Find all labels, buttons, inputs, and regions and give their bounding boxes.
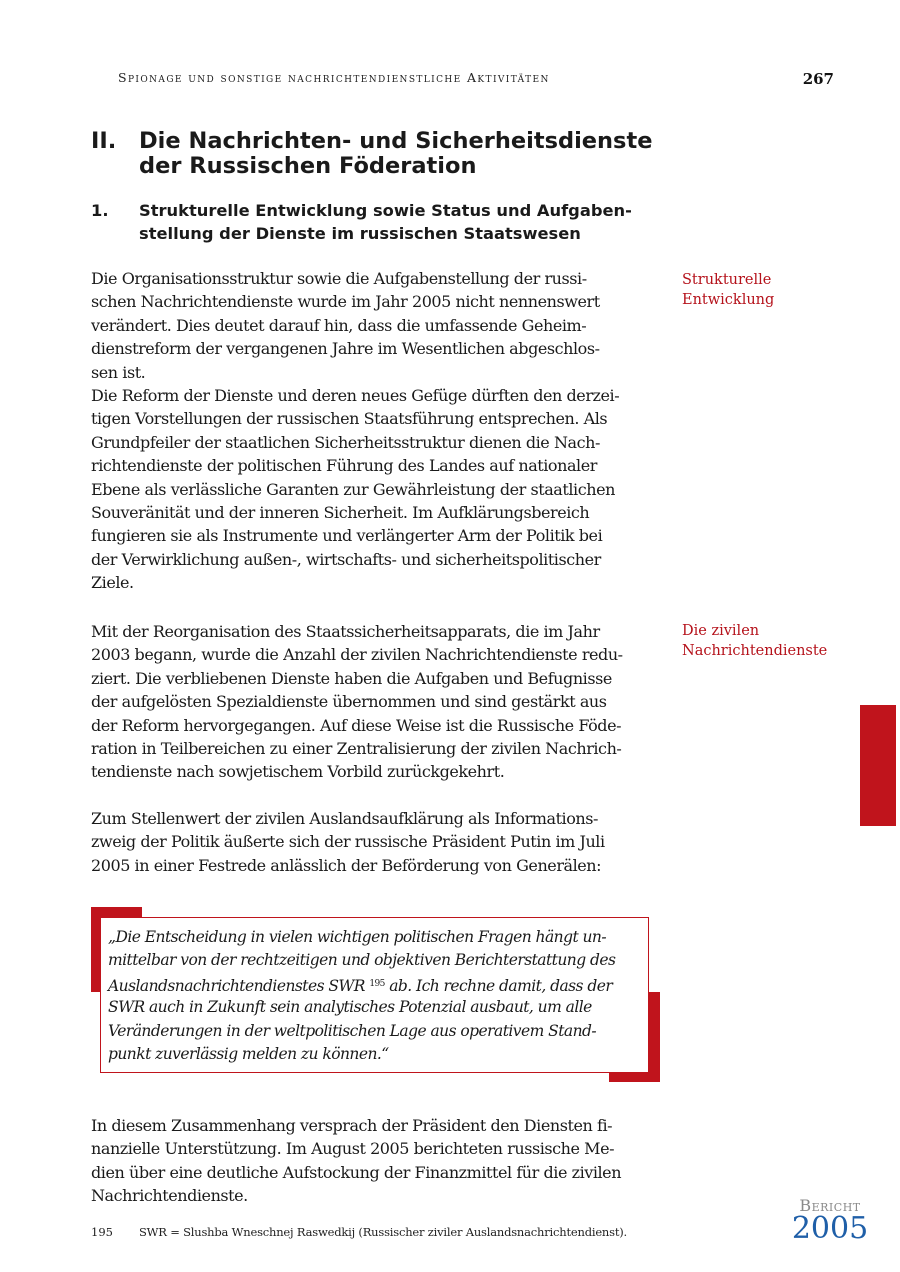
text-line: Die Organisationsstruktur sowie die Aufgabenstellung der russi- [91, 269, 587, 288]
text-line: dien über eine deutliche Aufstockung der Finanzmittel für die zivilen [91, 1162, 622, 1182]
chapter-tab-marker [860, 705, 896, 826]
text-line: Zum Stellenwert der zivilen Auslandsaufklärung als Informations- [91, 809, 598, 828]
margin-note [682, 621, 862, 661]
report-logo [790, 1198, 870, 1244]
text-line: verändert. Dies deutet darauf hin, dass die umfassende Geheim- [91, 315, 587, 335]
margin-note-line: Nachrichtendienste [682, 643, 828, 659]
subsection-title [139, 199, 669, 245]
text-line: Die Reform der Dienste und deren neues Gefüge dürften den derzei- [91, 385, 620, 405]
section-title-line: der Russischen Föderation [139, 153, 477, 179]
text-line: Souveränität und der inneren Sicherheit. Im Aufklärungsbereich [91, 502, 590, 522]
text-line: richtendienste der politischen Führung des Landes auf nationaler [91, 456, 597, 476]
text-line: tigen Vorstellungen der russischen Staatsführung entsprechen. Als [91, 409, 608, 429]
text-line: ziert. Die verbliebenen Dienste haben die Aufgaben und Befugnisse [91, 668, 612, 688]
text-line: sen ist. [91, 362, 146, 382]
quote-line: SWR auch in Zukunft sein analytisches Potenzial ausbaut, um alle [108, 998, 592, 1017]
footnote-reference: 195 [369, 978, 385, 989]
quote-line [108, 973, 648, 996]
quote-line-part: Auslandsnachrichtendienstes SWR [108, 976, 370, 995]
text-line: nanzielle Unterstützung. Im August 2005 berichteten russische Me- [91, 1139, 615, 1159]
subsection-number: 1. [91, 201, 109, 220]
text-line: Ziele. [91, 573, 134, 593]
report-logo-year: 2005 [791, 1211, 869, 1246]
body-paragraph [91, 807, 665, 877]
text-line: fungieren sie als Instrumente und verlängerter Arm der Politik bei [91, 526, 603, 546]
quote-text [108, 926, 648, 1066]
text-line: dienstreform der vergangenen Jahre im Wesentlichen abgeschlos- [91, 339, 600, 359]
text-line: Grundpfeiler der staatlichen Sicherheitsstruktur dienen die Nach- [91, 432, 600, 452]
body-paragraph [91, 267, 665, 594]
text-line: Mit der Reorganisation des Staatssicherheitsapparats, die im Jahr [91, 622, 600, 641]
text-line: der Verwirklichung außen-, wirtschafts- und sicherheitspolitischer [91, 549, 601, 569]
text-line: der aufgelösten Spezialdienste übernommen und sind gestärkt aus [91, 692, 607, 712]
subsection-title-line: Strukturelle Entwicklung sowie Status und Aufgaben- [139, 201, 632, 220]
running-head-title: Spionage und sonstige nachrichtendienstliche Aktivitäten [118, 70, 550, 85]
footnote-text: SWR = Slushba Wneschnej Raswedkij (Russischer ziviler Auslandsnachrichtendienst). [139, 1225, 628, 1239]
margin-note-line: Die zivilen [682, 623, 760, 639]
text-line: 2005 in einer Festrede anlässlich der Beförderung von Generälen: [91, 855, 602, 875]
report-logo-word: Bericht [799, 1196, 861, 1215]
footnote-number: 195 [91, 1225, 113, 1239]
quote-line: punkt zuverlässig melden zu können.“ [108, 1044, 389, 1063]
quote-line: Veränderungen in der weltpolitischen Lage aus operativem Stand- [108, 1021, 597, 1040]
text-line: In diesem Zusammenhang versprach der Präsident den Diensten fi- [91, 1116, 613, 1135]
text-line: tendienste nach sowjetischem Vorbild zurückgekehrt. [91, 762, 505, 782]
margin-note-line: Entwicklung [682, 292, 775, 308]
text-line: schen Nachrichtendienste wurde im Jahr 2005 nicht nennenswert [91, 292, 600, 312]
text-line: 2003 begann, wurde die Anzahl der zivilen Nachrichtendienste redu- [91, 645, 623, 665]
margin-note-line: Strukturelle [682, 272, 772, 288]
body-paragraph [91, 1114, 665, 1208]
section-title [139, 129, 699, 179]
section-number: II. [91, 128, 117, 154]
quote-line: mittelbar von der rechtzeitigen und objektiven Berichterstattung des [108, 951, 616, 970]
section-title-line: Die Nachrichten- und Sicherheitsdienste [139, 128, 653, 154]
text-line: der Reform hervorgegangen. Auf diese Weise ist die Russische Föde- [91, 715, 622, 735]
subsection-title-line: stellung der Dienste im russischen Staatswesen [139, 224, 581, 243]
quote-line: „Die Entscheidung in vielen wichtigen politischen Fragen hängt un- [108, 928, 607, 946]
margin-note [682, 270, 862, 310]
quote-line-part: ab. Ich rechne damit, dass der [384, 976, 613, 995]
page-number: 267 [802, 70, 834, 88]
text-line: zweig der Politik äußerte sich der russische Präsident Putin im Juli [91, 832, 605, 852]
body-paragraph [91, 620, 665, 784]
text-line: Nachrichtendienste. [91, 1186, 248, 1206]
text-line: ration in Teilbereichen zu einer Zentralisierung der zivilen Nachrich- [91, 738, 622, 758]
text-line: Ebene als verlässliche Garanten zur Gewährleistung der staatlichen [91, 479, 615, 499]
